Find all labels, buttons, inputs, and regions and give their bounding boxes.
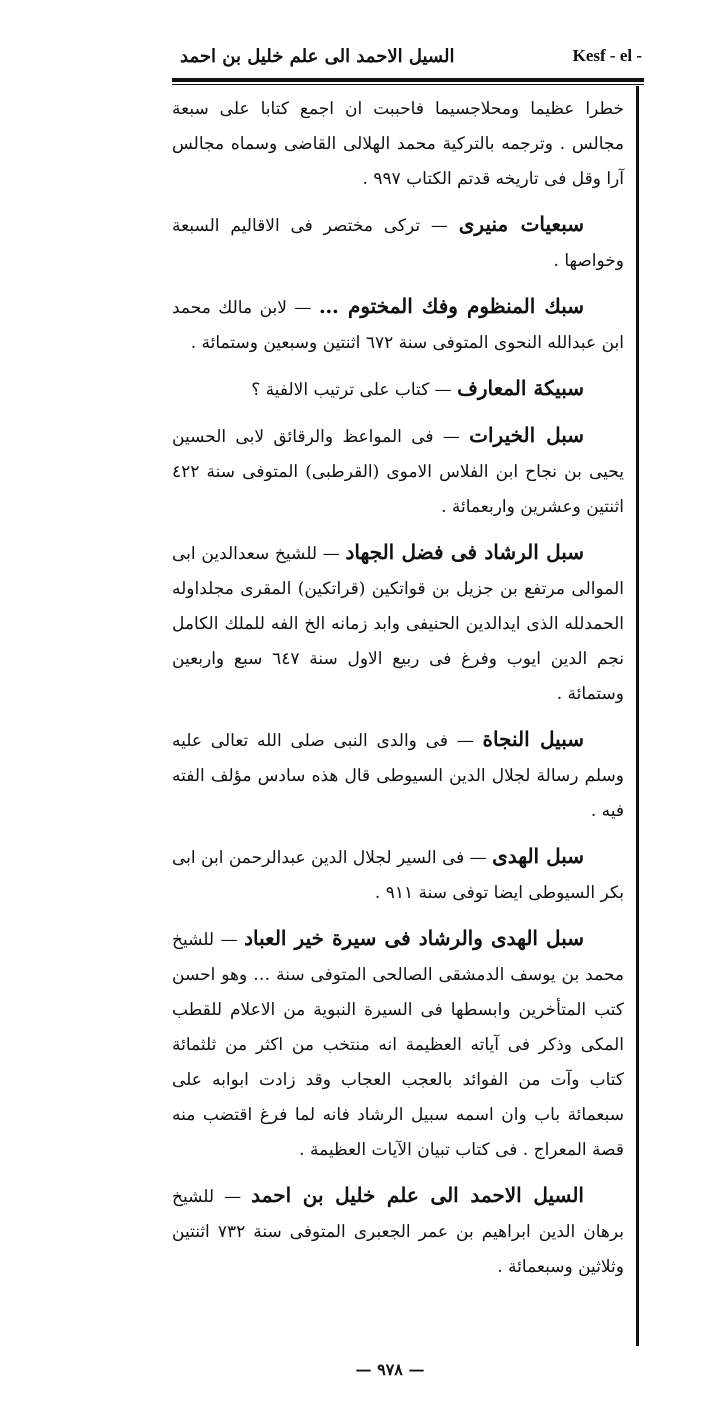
entry-title: سبل الخيرات <box>469 423 585 447</box>
entry-paragraph <box>172 921 624 1168</box>
text-column <box>172 92 624 1295</box>
entry-paragraph <box>172 289 624 361</box>
entry-paragraph <box>172 371 624 408</box>
entry-paragraph <box>172 418 624 525</box>
entry-title: سبك المنظوم وفك المختوم … <box>318 294 585 318</box>
entry-paragraph <box>172 1178 624 1285</box>
column-rule <box>636 86 639 1346</box>
book-short-title: Kesf - el - <box>572 46 642 65</box>
entry-title: سبعيات منيرى <box>458 212 584 236</box>
entry-text: — كتاب على ترتيب الالفية ؟ <box>251 380 452 400</box>
entry-title: سبل الهدى <box>492 844 585 868</box>
entry-title: سبيل النجاة <box>482 727 585 751</box>
entry-paragraph <box>172 535 624 712</box>
entry-text: — للشيخ محمد بن يوسف الدمشقى الصالحى المتوفى سنة … وهو احسن كتب المتأخرين وابسطها فى السيرة النبوية من الاعلام للقطب المكى وذكر فى آياته العظيمة انه منتخب من اكثر من ثلثمائة كتاب وآت من الفوائد بالعجب العجاب وقد زادت ابوابه على سبعمائة باب وان اسمه سبيل الرشاد فانه لما فرغ اقتضب منه قصة المعراج . فى كتاب تبيان الآيات العظيمة . <box>172 930 624 1160</box>
header-rule-thin <box>172 84 644 85</box>
running-header <box>172 44 642 80</box>
header-rule <box>172 78 644 82</box>
page-number: — ٩٧٨ — <box>355 1360 425 1379</box>
entry-title: سبيكة المعارف <box>457 376 584 400</box>
entry-text: — فى والدى النبى صلى الله تعالى عليه وسلم رسالة لجلال الدين السيوطى قال هذه سادس مؤلف الفته فيه . <box>172 731 624 821</box>
entry-text: — للشيخ سعدالدين ابى الموالى مرتفع بن جزيل بن قواتكين (قراتكين) المقرى مجلداوله الحمدلله الذى ايدالدين الحنيفى وابد زمانه الخ الفه للملك الكامل نجم الدين ايوب وفرغ فى ربيع الاول سنة ٦٤٧ سبع واربعين وستمائة . <box>172 544 625 704</box>
paragraph-continuation <box>172 92 624 197</box>
entry-text: — تركى مختصر فى الاقاليم السبعة وخواصها . <box>172 216 624 271</box>
entry-title: سبل الرشاد فى فضل الجهاد <box>345 540 585 564</box>
entry-title: السيل الاحمد الى علم خليل بن احمد <box>251 1183 584 1207</box>
paragraph-text: خطرا عظيما ومحلاجسيما فاحببت ان اجمع كتابا على سبعة مجالس . وترجمه بالتركية محمد الهلالى القاضى وسماه مجالس آرا وقل فى تاريخه قدتم الكتاب ٩٩٧ . <box>172 99 624 189</box>
entry-paragraph <box>172 722 624 829</box>
entry-text: — لابن مالك محمد ابن عبدالله النحوى المتوفى سنة ٦٧٢ اثنتين وسبعين وستمائة . <box>172 298 624 353</box>
entry-text: — فى المواعظ والرقائق لابى الحسين يحيى بن نجاح ابن الفلاس الاموى (القرطبى) المتوفى سنة ٤٢٢ اثنتين وعشرين واربعمائة . <box>172 427 624 517</box>
entry-text: — فى السير لجلال الدين عبدالرحمن ابن ابى بكر السيوطى ايضا توفى سنة ٩١١ . <box>172 848 624 903</box>
entry-text: — للشيخ برهان الدين ابراهيم بن عمر الجعبرى المتوفى سنة ٧٣٢ اثنتين وثلاثين وسبعمائة . <box>172 1187 624 1277</box>
entry-paragraph <box>172 839 624 911</box>
entry-title: سبل الهدى والرشاد فى سيرة خير العباد <box>244 926 584 950</box>
entry-paragraph <box>172 207 624 279</box>
running-title: السيل الاحمد الى علم خليل بن احمد <box>180 46 455 67</box>
